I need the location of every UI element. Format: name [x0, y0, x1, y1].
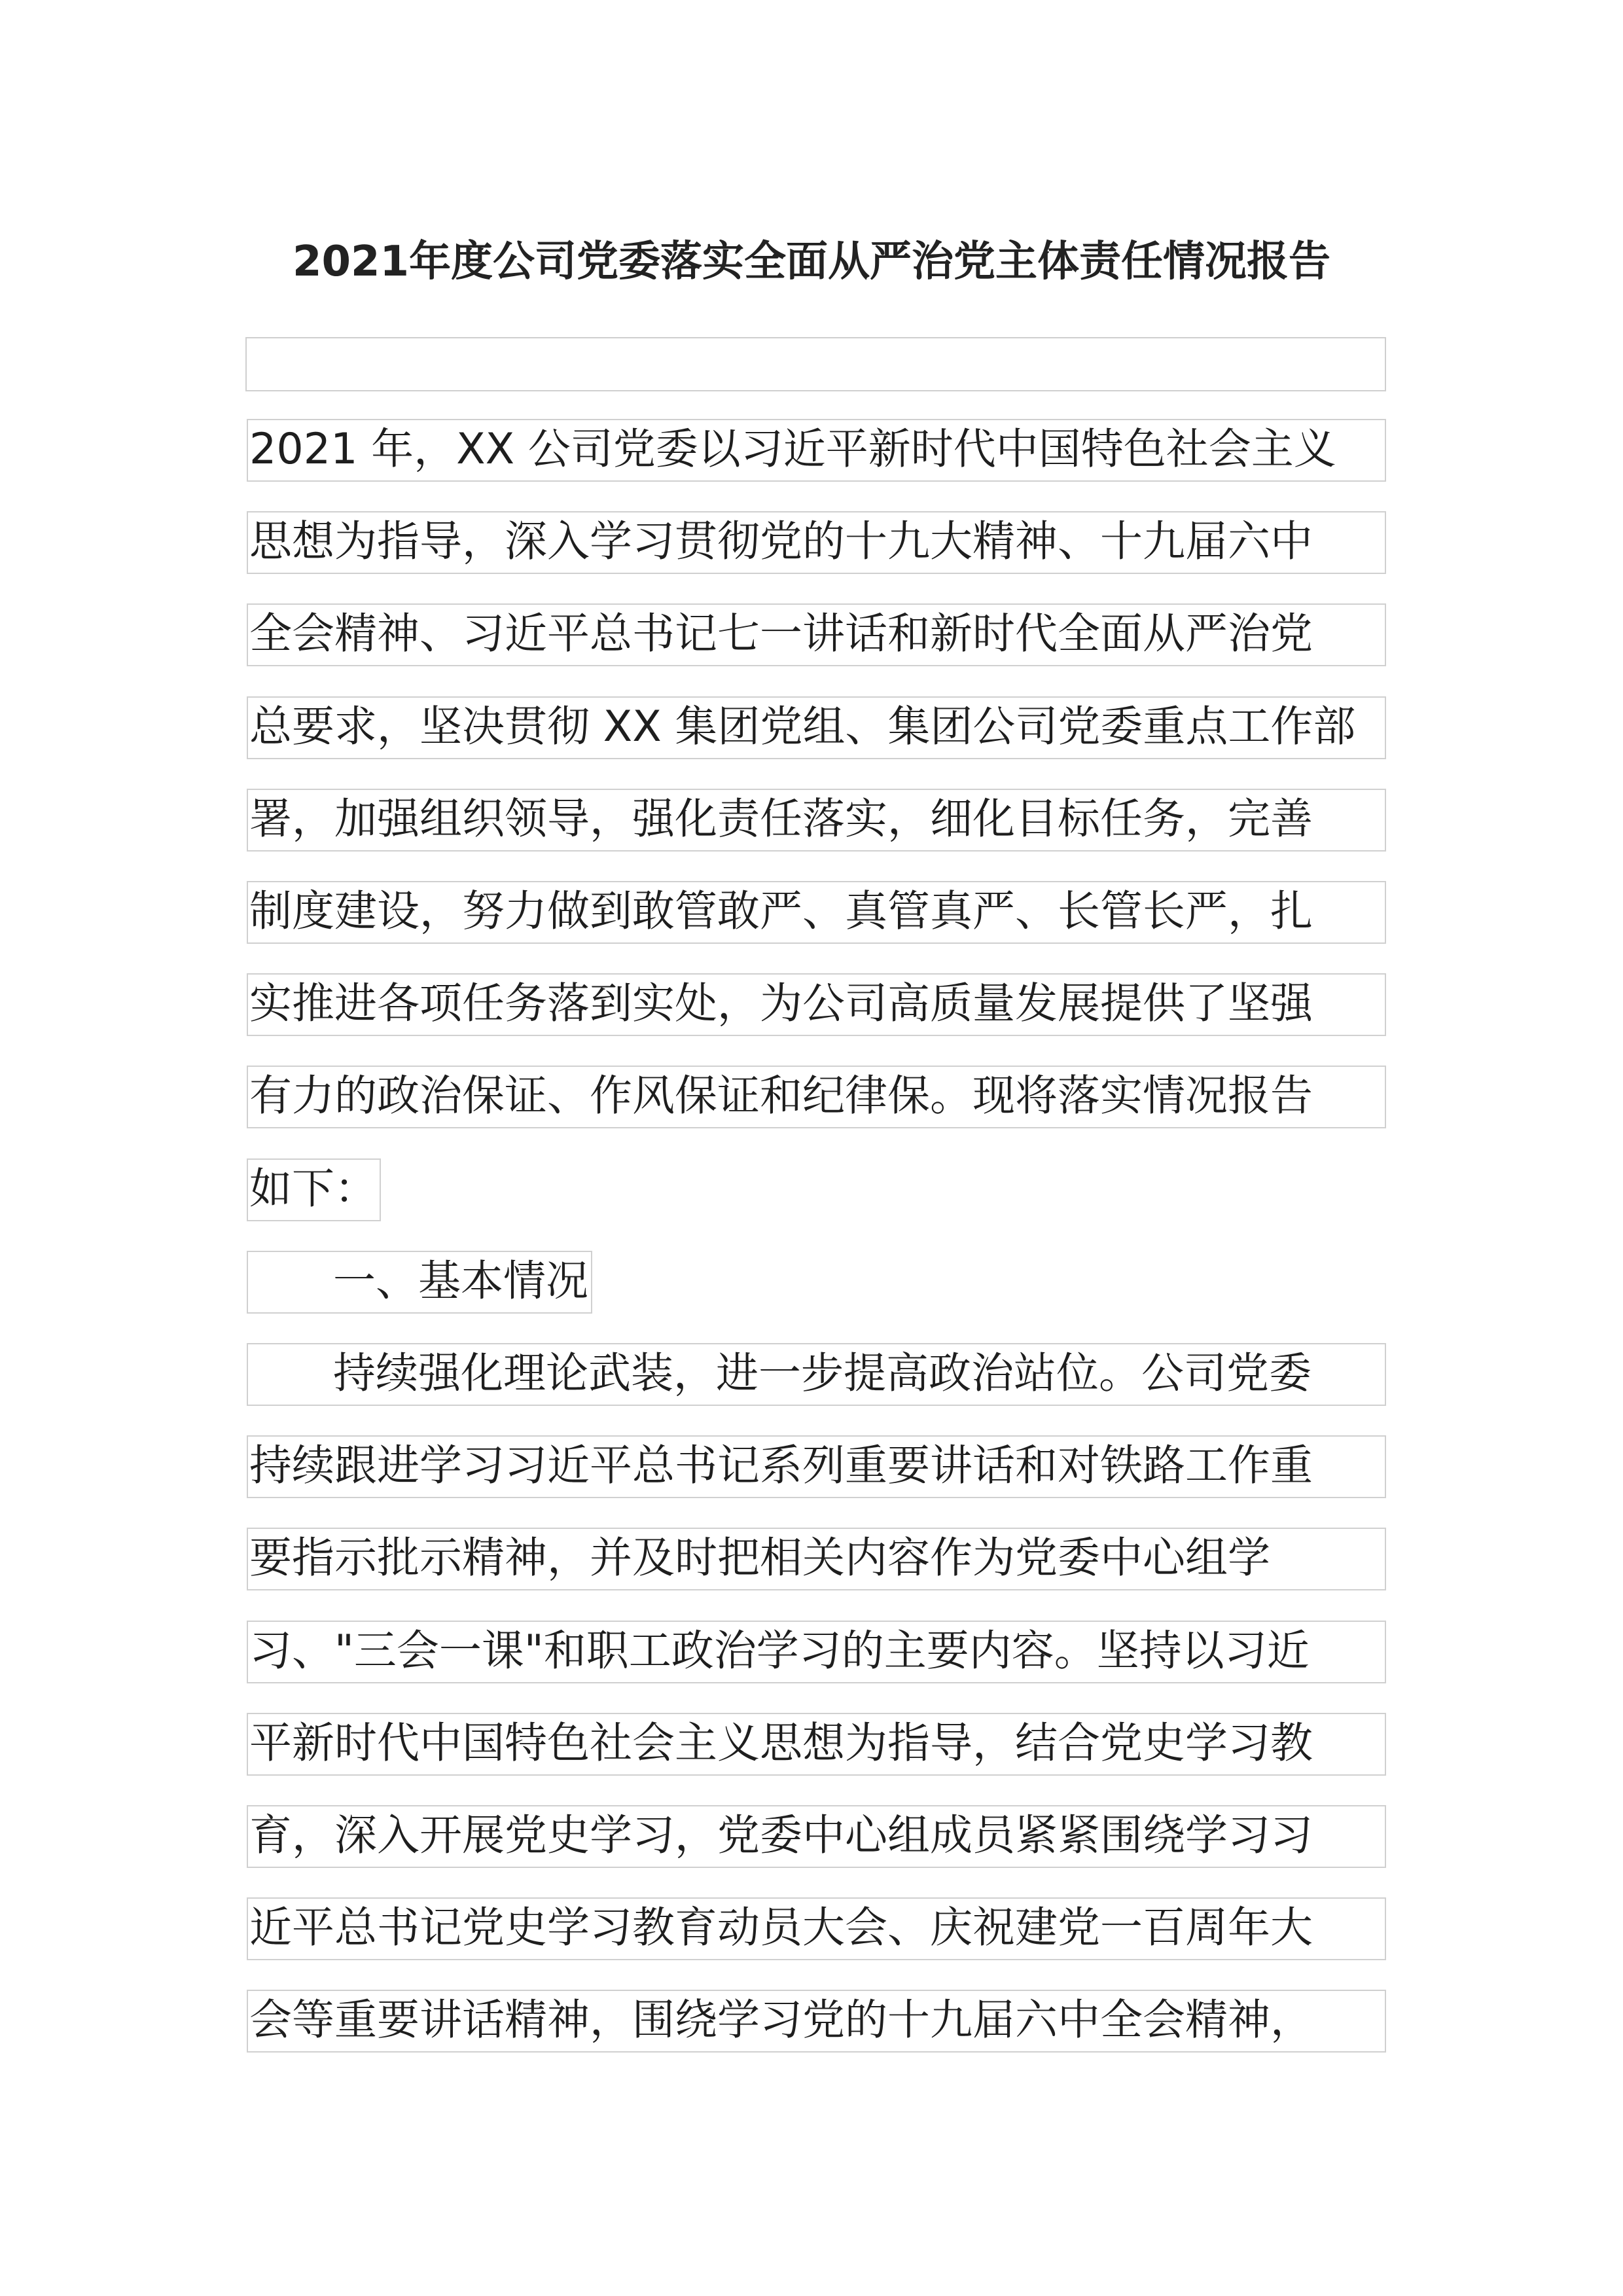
text-line: 会等重要讲话精神，围绕学习党的十九届六中全会精神， [247, 1990, 1386, 2053]
text-line: 署，加强组织领导，强化责任落实，细化目标任务，完善 [247, 789, 1386, 852]
text-line: 育，深入开展党史学习，党委中心组成员紧紧围绕学习习 [247, 1805, 1386, 1868]
text-line: 近平总书记党史学习教育动员大会、庆祝建党一百周年大 [247, 1897, 1386, 1960]
text-line: 制度建设，努力做到敢管敢严、真管真严、长管长严，扎 [247, 881, 1386, 944]
text-line: 有力的政治保证、作风保证和纪律保。现将落实情况报告 [247, 1066, 1386, 1128]
text-line: 平新时代中国特色社会主义思想为指导，结合党史学习教 [247, 1713, 1386, 1776]
text-line: 习、"三会一课"和职工政治学习的主要内容。坚持以习近 [247, 1621, 1386, 1683]
text-line: 要指示批示精神，并及时把相关内容作为党委中心组学 [247, 1528, 1386, 1590]
text-line: 全会精神、习近平总书记七一讲话和新时代全面从严治党 [247, 603, 1386, 666]
text-line: 思想为指导，深入学习贯彻党的十九大精神、十九届六中 [247, 511, 1386, 574]
text-line: 实推进各项任务落到实处，为公司高质量发展提供了坚强 [247, 973, 1386, 1036]
text-line: 总要求，坚决贯彻 XX 集团党组、集团公司党委重点工作部 [247, 696, 1386, 759]
text-line: 如下： [247, 1158, 381, 1221]
text-line: 持续强化理论武装，进一步提高政治站位。公司党委 [247, 1343, 1386, 1406]
document-title: 2021年度公司党委落实全面从严治党主体责任情况报告 [292, 238, 1331, 286]
text-line: 一、基本情况 [247, 1251, 592, 1314]
text-line: 2021 年，XX 公司党委以习近平新时代中国特色社会主义 [247, 419, 1386, 482]
text-line: 持续跟进学习习近平总书记系列重要讲话和对铁路工作重 [247, 1435, 1386, 1498]
